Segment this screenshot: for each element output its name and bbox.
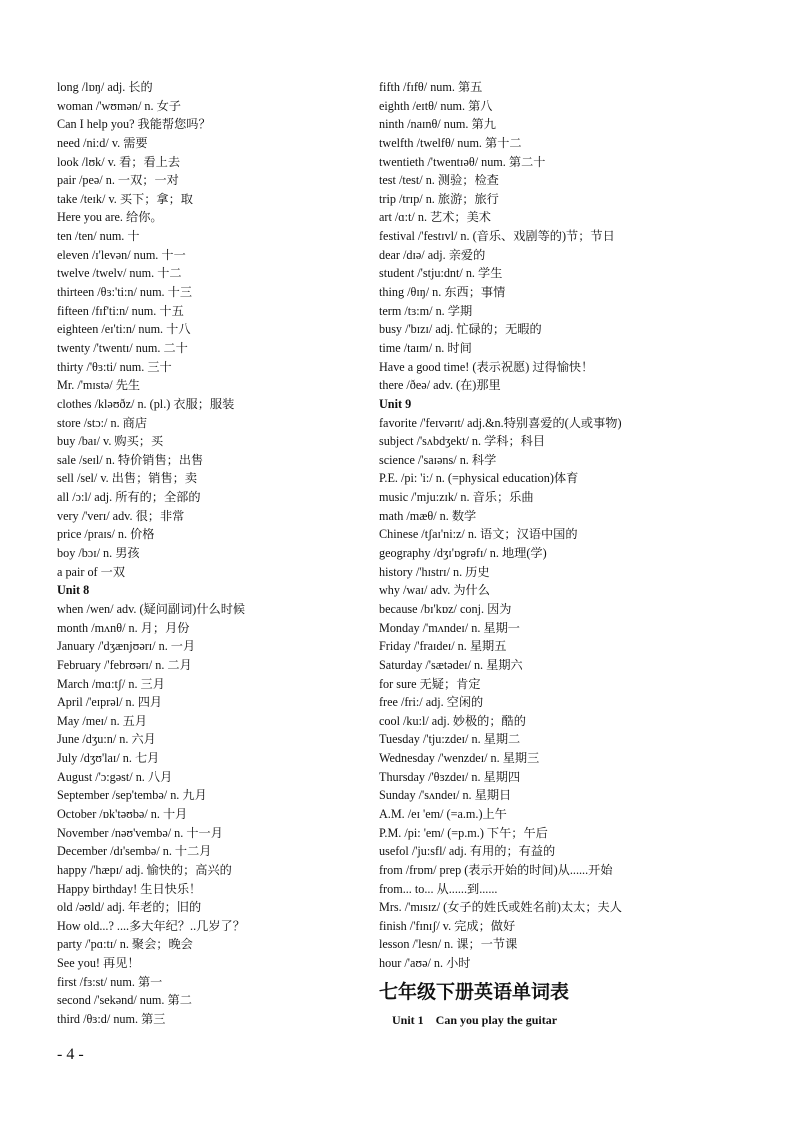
vocab-entry: Tuesday /'tju:zdeɪ/ n. 星期二 [379,732,521,747]
vocab-entry: test /test/ n. 测验；检查 [379,173,499,188]
vocab-entry: P.E. /pi: 'i:/ n. (=physical education)体育 [379,471,579,486]
vocab-entry: twelfth /twelfθ/ num. 第十二 [379,135,522,150]
section-subtitle: Unit 1 Can you play the guitar [392,1012,558,1027]
vocab-entry: fifth /fɪfθ/ num. 第五 [379,80,483,94]
vocab-entry: April /'eɪprəl/ n. 四月 [57,695,163,710]
vocab-entry: October /ɒk'təʊbə/ n. 十月 [57,806,188,821]
vocab-entry: a pair of 一双 [57,564,126,579]
left-column [57,78,367,1029]
vocab-entry: Friday /'fraɪdeɪ/ n. 星期五 [379,639,507,654]
vocab-entry: for sure 无疑；肯定 [379,676,481,691]
vocab-entry: month /mʌnθ/ n. 月；月份 [57,620,190,635]
vocab-entry: Saturday /'sætədeɪ/ n. 星期六 [379,657,523,672]
vocab-entry: eleven /ɪ'levən/ num. 十一 [57,247,186,262]
vocab-entry: because /bɪ'kɒz/ conj. 因为 [379,601,512,616]
vocab-entry: A.M. /eɪ 'em/ (=a.m.)上午 [379,806,507,821]
page-number: - 4 - [57,1046,84,1063]
vocab-entry: need /ni:d/ v. 需要 [57,135,148,150]
vocab-entry: finish /'fɪnɪʃ/ v. 完成；做好 [379,918,516,933]
section-title: 七年级下册英语单词表 [379,980,570,1003]
right-column [379,78,709,1028]
vocab-entry: Mrs. /'mɪsɪz/ (女子的姓氏或姓名前)太太；夫人 [379,900,622,915]
vocab-entry: December /dɪ'sembə/ n. 十二月 [57,844,212,859]
vocab-entry: How old...? ....多大年纪？..几岁了？ [57,918,245,933]
vocab-entry: May /meɪ/ n. 五月 [57,713,148,728]
unit-heading: Unit 9 [379,396,412,411]
vocab-entry: when /wen/ adv. (疑问副词)什么时候 [57,601,246,616]
vocab-entry: first /fɜ:st/ num. 第一 [57,974,163,989]
vocab-entry: eighteen /eɪ'ti:n/ num. 十八 [57,322,191,337]
vocab-entry: September /sep'tembə/ n. 九月 [57,788,207,803]
vocab-entry: subject /'sʌbdʒekt/ n. 学科；科目 [379,434,546,449]
vocab-entry: February /'febrʊərɪ/ n. 二月 [57,657,192,672]
vocab-entry: party /'pɑ:tɪ/ n. 聚会；晚会 [57,937,193,952]
vocab-entry: history /'hɪstrɪ/ n. 历史 [379,564,490,579]
vocab-entry: look /lʊk/ v. 看；看上去 [57,154,181,169]
vocab-entry: term /tɜ:m/ n. 学期 [379,303,473,318]
vocab-entry: fifteen /fɪf'ti:n/ num. 十五 [57,303,184,318]
vocab-entry: all /ɔ:l/ adj. 所有的；全部的 [57,490,201,505]
vocab-entry: Sunday /'sʌndeɪ/ n. 星期日 [379,788,512,803]
vocab-entry: from /frɒm/ prep (表示开始的时间)从......开始 [379,862,613,877]
vocab-entry: store /stɔ:/ n. 商店 [57,415,148,430]
vocab-entry: twentieth /'twentɪəθ/ num. 第二十 [379,154,546,169]
vocab-entry: Wednesday /'wenzdeɪ/ n. 星期三 [379,751,540,766]
vocab-entry: March /mɑ:tʃ/ n. 三月 [57,676,165,691]
vocab-entry: geography /dʒɪ'ɒgrəfɪ/ n. 地理(学) [379,546,547,561]
vocab-entry: Here you are. 给你。 [57,210,163,225]
vocab-entry: November /nəʊ'vembə/ n. 十一月 [57,825,223,840]
vocab-entry: Happy birthday! 生日快乐！ [57,881,202,896]
right-word-list [379,78,709,973]
vocab-entry: music /'mju:zɪk/ n. 音乐；乐曲 [379,490,534,505]
vocab-entry: student /'stju:dnt/ n. 学生 [379,266,503,281]
vocab-entry: why /waɪ/ adv. 为什么 [379,583,490,598]
vocab-entry: price /praɪs/ n. 价格 [57,527,155,542]
vocab-entry: second /'sekənd/ num. 第二 [57,993,192,1008]
vocab-entry: trip /trɪp/ n. 旅游；旅行 [379,191,499,206]
vocab-entry: thirteen /θɜ:'ti:n/ num. 十三 [57,285,193,300]
vocab-entry: Chinese /tʃaɪ'ni:z/ n. 语文；汉语中国的 [379,527,578,542]
vocab-entry: art /ɑ:t/ n. 艺术；美术 [379,210,491,225]
vocab-entry: thirty /'θɜ:ti/ num. 三十 [57,359,172,374]
unit-heading: Unit 8 [57,583,90,598]
vocab-entry: eighth /eɪtθ/ num. 第八 [379,98,493,113]
vocab-entry: buy /baɪ/ v. 购买；买 [57,434,164,449]
vocab-entry: old /əʊld/ adj. 年老的；旧的 [57,900,202,915]
vocab-entry: pair /peə/ n. 一双；一对 [57,173,179,188]
vocab-entry: busy /'bɪzɪ/ adj. 忙碌的；无暇的 [379,322,542,337]
vocab-entry: twelve /twelv/ num. 十二 [57,266,182,281]
vocab-entry: third /θɜ:d/ num. 第三 [57,1012,166,1027]
vocab-entry: from... to... 从......到...... [379,881,498,896]
vocab-entry: ninth /naɪnθ/ num. 第九 [379,117,496,132]
vocab-entry: ten /ten/ num. 十 [57,229,140,244]
vocab-entry: science /'saɪəns/ n. 科学 [379,452,497,467]
vocab-entry: sale /seɪl/ n. 特价销售；出售 [57,452,204,467]
vocab-entry: math /mæθ/ n. 数学 [379,508,477,523]
vocab-entry: there /ðeə/ adv. (在)那里 [379,378,501,393]
vocab-entry: time /taɪm/ n. 时间 [379,340,472,355]
vocab-entry: Can I help you? 我能帮您吗？ [57,117,211,132]
vocab-entry: hour /'aʊə/ n. 小时 [379,956,471,971]
vocab-entry: August /'ɔ:gəst/ n. 八月 [57,769,173,784]
vocab-entry: Monday /'mʌndeɪ/ n. 星期一 [379,620,520,635]
vocab-entry: long /lɒŋ/ adj. 长的 [57,80,153,94]
vocab-entry: festival /'festɪvl/ n. (音乐、戏剧等的)节；节日 [379,229,615,244]
vocab-entry: dear /dɪə/ adj. 亲爱的 [379,247,486,262]
vocab-entry: June /dʒu:n/ n. 六月 [57,732,156,747]
vocab-entry: cool /ku:l/ adj. 妙极的；酷的 [379,713,526,728]
vocab-entry: free /fri:/ adj. 空闲的 [379,695,484,710]
vocab-entry: Mr. /'mɪstə/ 先生 [57,378,141,393]
vocab-entry: take /teɪk/ v. 买下；拿；取 [57,191,193,206]
vocab-entry: usefol /'ju:sfl/ adj. 有用的；有益的 [379,844,556,859]
vocab-entry: See you! 再见！ [57,956,140,971]
vocab-entry: January /'dʒænjʊərɪ/ n. 一月 [57,639,196,654]
vocab-entry: July /dʒʊ'laɪ/ n. 七月 [57,751,160,766]
vocab-entry: Thursday /'θɜzdeɪ/ n. 星期四 [379,769,521,784]
vocab-entry: boy /bɔɪ/ n. 男孩 [57,546,140,561]
vocab-entry: clothes /kləʊðz/ n. (pl.) 衣服；服装 [57,396,235,411]
vocab-entry: woman /'wʊmən/ n. 女子 [57,98,181,113]
vocab-entry: Have a good time! (表示祝愿) 过得愉快！ [379,359,594,374]
vocab-entry: twenty /'twentɪ/ num. 二十 [57,340,188,355]
vocab-entry: very /'verɪ/ adv. 很；非常 [57,508,185,523]
vocab-entry: lesson /'lesn/ n. 课；一节课 [379,937,518,952]
vocab-entry: P.M. /pi: 'em/ (=p.m.) 下午；午后 [379,825,548,840]
vocab-entry: thing /θɪŋ/ n. 东西；事情 [379,285,506,300]
vocab-entry: happy /'hæpɪ/ adj. 愉快的；高兴的 [57,862,232,877]
vocab-entry: favorite /'feɪvərɪt/ adj.&n.特别喜爱的(人或事物) [379,415,622,430]
vocab-entry: sell /sel/ v. 出售；销售；卖 [57,471,198,486]
